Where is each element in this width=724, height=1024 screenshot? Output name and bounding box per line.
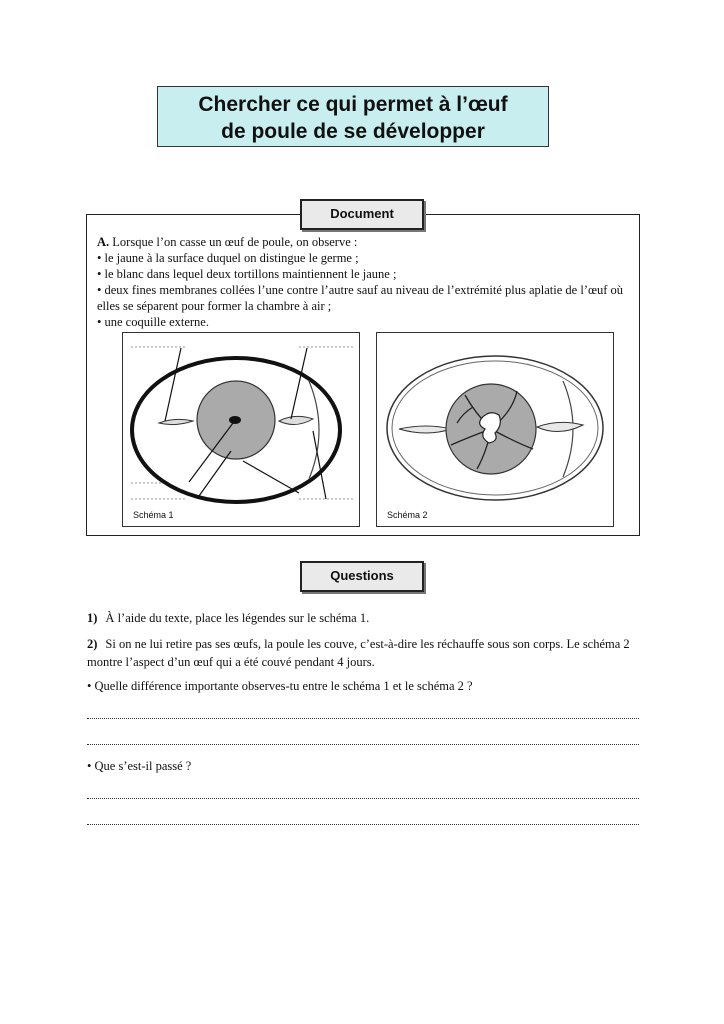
document-intro	[97, 234, 633, 250]
question-2	[87, 635, 639, 671]
document-tab: Document	[300, 199, 424, 230]
answer-line[interactable]	[87, 727, 639, 753]
bullet-yolk: • le jaune à la surface duquel on distingue le germe ;	[97, 251, 359, 265]
intro-text: Lorsque l’on casse un œuf de poule, on observe :	[109, 235, 358, 249]
schema-2-label: Schéma 2	[387, 510, 428, 520]
document-text	[97, 234, 633, 330]
intro-letter: A.	[97, 235, 110, 249]
question-1-number: 1)	[87, 611, 98, 625]
bullet-shell: • une coquille externe.	[97, 315, 209, 329]
egg-diagram-2	[377, 333, 615, 528]
title-line-1: Chercher ce qui permet à l’œuf	[198, 93, 508, 116]
question-2a: • Quelle différence importante observes-tu entre le schéma 1 et le schéma 2 ?	[87, 679, 473, 693]
question-2-text: Si on ne lui retire pas ses œufs, la poule les couve, c’est-à-dire les réchauffe sous son corps. Le schéma 2 montre l’aspect d’un œuf qui a été couvé pendant 4 jours.	[87, 637, 630, 669]
page-title	[157, 86, 549, 147]
egg-diagram-1	[123, 333, 361, 528]
questions-section	[87, 609, 639, 833]
answer-line[interactable]	[87, 807, 639, 833]
bullet-white: • le blanc dans lequel deux tortillons maintiennent le jaune ;	[97, 267, 397, 281]
schema-1	[122, 332, 360, 527]
title-line-2: de poule de se développer	[221, 120, 485, 143]
question-2b: • Que s’est-il passé ?	[87, 759, 192, 773]
bullet-membranes: • deux fines membranes collées l’une contre l’autre sauf au niveau de l’extrémité plus aplatie de l’œuf où elles se séparent pour former la chambre à air ;	[97, 283, 624, 313]
question-1-text: À l’aide du texte, place les légendes sur le schéma 1.	[105, 611, 370, 625]
answer-line[interactable]	[87, 701, 639, 727]
schema-1-label: Schéma 1	[133, 510, 174, 520]
question-2-number: 2)	[87, 637, 98, 651]
question-1	[87, 609, 639, 627]
schema-2	[376, 332, 614, 527]
answer-line[interactable]	[87, 781, 639, 807]
questions-tab: Questions	[300, 561, 424, 592]
